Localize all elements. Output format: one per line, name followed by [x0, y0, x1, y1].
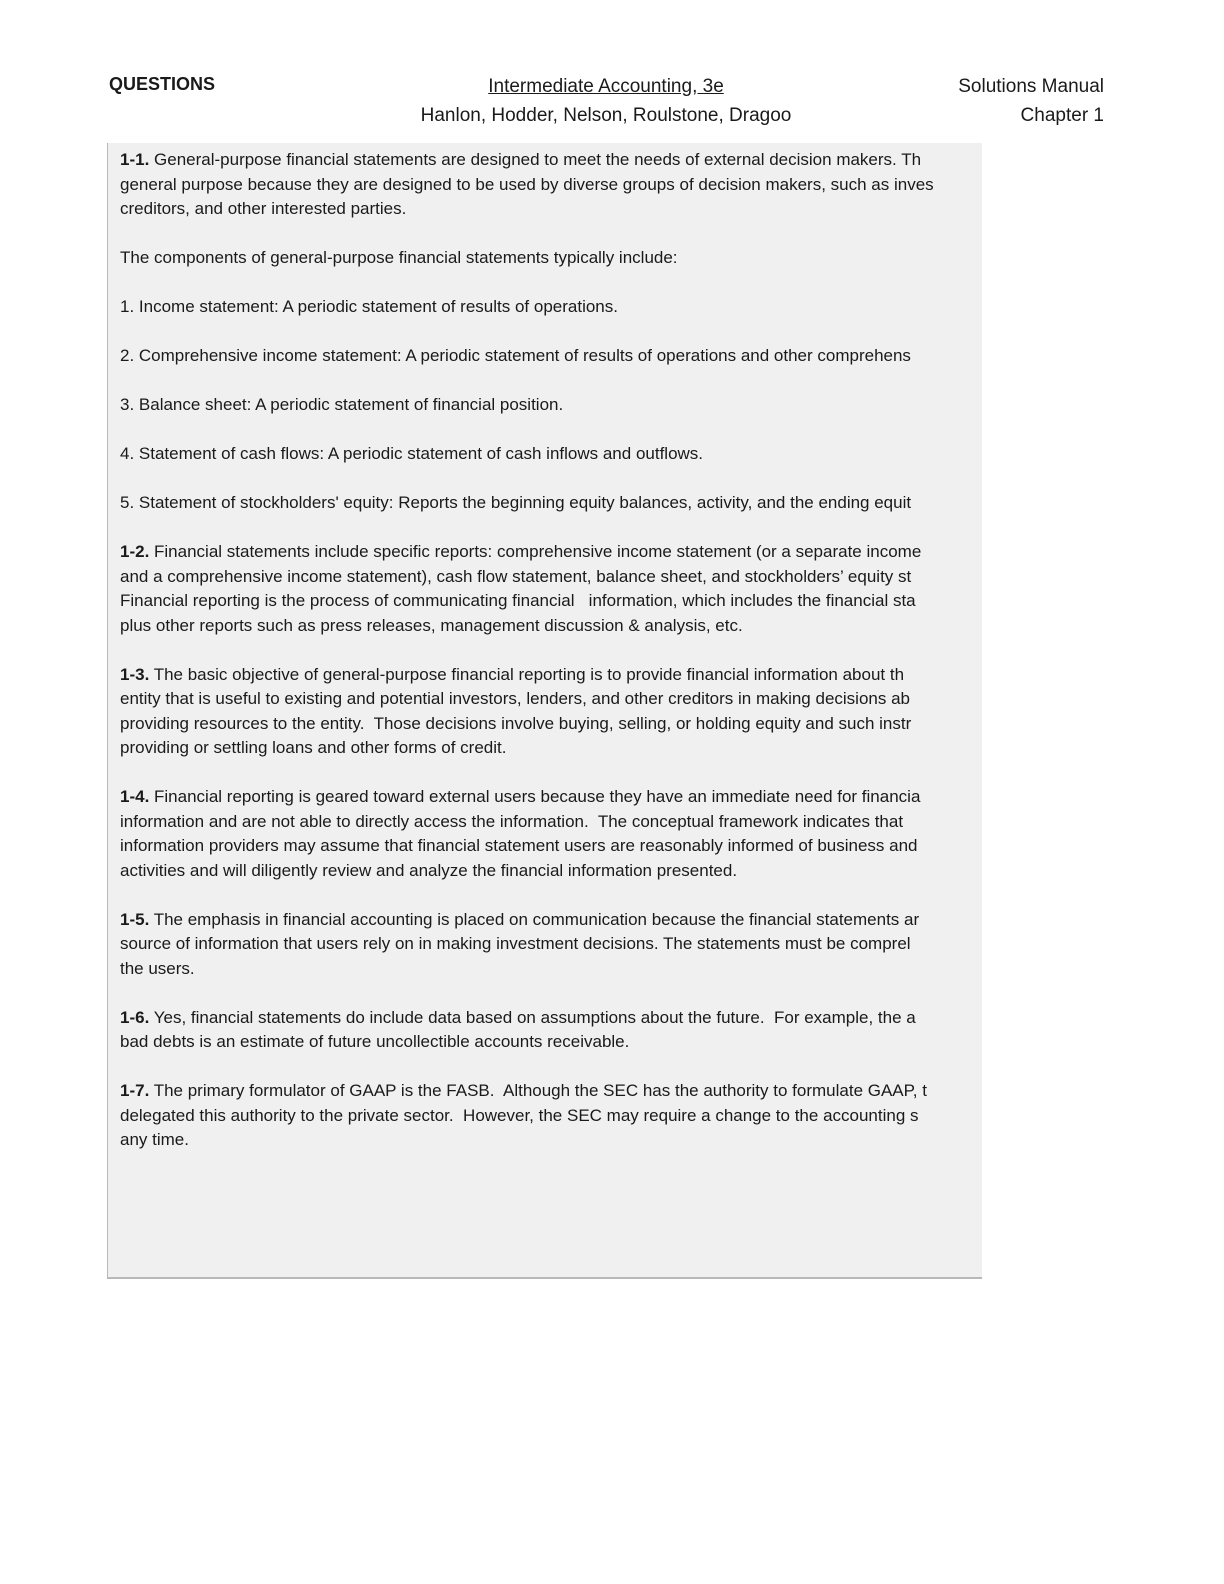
text-line [120, 1079, 982, 1104]
line-text: Financial statements include specific reports: comprehensive income statement (or a separate income [149, 542, 922, 561]
line-text: information providers may assume that financial statement users are reasonably informed of business and [120, 836, 918, 855]
line-text: 1. Income statement: A periodic statement of results of operations. [120, 297, 618, 316]
line-text: Financial reporting is geared toward external users because they have an immediate need for financia [149, 787, 921, 806]
text-line [120, 246, 982, 271]
text-line [120, 565, 982, 590]
text-line [120, 540, 982, 565]
answer-paragraph [120, 540, 982, 638]
line-text: 2. Comprehensive income statement: A periodic statement of results of operations and other comprehens [120, 346, 911, 365]
question-number: 1-2. [120, 542, 150, 561]
line-text: 3. Balance sheet: A periodic statement of financial position. [120, 395, 564, 414]
section-label: QUESTIONS [109, 74, 216, 94]
line-text: The components of general-purpose financial statements typically include: [120, 248, 678, 267]
answer-paragraph [120, 1006, 982, 1055]
question-number: 1-4. [120, 787, 150, 806]
chapter-label: Chapter 1 [1020, 105, 1104, 126]
line-text: activities and will diligently review and analyze the financial information presented. [120, 860, 738, 880]
text-line [120, 687, 982, 712]
answer-paragraph [120, 1079, 982, 1153]
question-number: 1-3. [120, 664, 150, 684]
book-title: Intermediate Accounting, 3e [488, 76, 724, 97]
text-line [120, 1104, 982, 1129]
text-line [120, 442, 982, 467]
answer-paragraph [120, 908, 982, 982]
text-line [120, 736, 982, 761]
answer-paragraph [120, 148, 982, 222]
text-line [120, 810, 982, 835]
line-text: providing or settling loans and other forms of credit. [120, 738, 507, 757]
question-number: 1-1. [120, 150, 150, 169]
text-line [120, 295, 982, 320]
line-text: providing resources to the entity. Those decisions involve buying, selling, or holding equity and such instr [120, 713, 912, 733]
answer-paragraph [120, 393, 982, 418]
line-text: Financial reporting is the process of communicating financial information, which includes the financial sta [120, 591, 916, 610]
text-line [120, 1030, 982, 1055]
text-line [120, 1128, 982, 1153]
answer-textbox [107, 143, 982, 1279]
line-text: The basic objective of general-purpose financial reporting is to provide financial information about th [149, 664, 905, 684]
book-header [330, 72, 882, 130]
text-line [120, 173, 982, 198]
text-line [120, 908, 982, 933]
line-text: plus other reports such as press releases, management discussion & analysis, etc. [120, 615, 743, 635]
answer-paragraph [120, 663, 982, 761]
question-number: 1-5. [120, 909, 150, 929]
line-text: The primary formulator of GAAP is the FASB. Although the SEC has the authority to formulate GAAP, t [149, 1081, 927, 1100]
answer-text [120, 148, 982, 1177]
line-text: general purpose because they are designed to be used by diverse groups of decision makers, such as inves [120, 174, 934, 194]
text-line [120, 393, 982, 418]
line-text: bad debts is an estimate of future uncollectible accounts receivable. [120, 1032, 630, 1051]
line-text: source of information that users rely on in making investment decisions. The statements must be comprel [120, 934, 911, 953]
text-line [120, 932, 982, 957]
line-text: General-purpose financial statements are designed to meet the needs of external decision makers. Th [149, 150, 922, 169]
answer-paragraph [120, 442, 982, 467]
text-line [120, 785, 982, 810]
line-text: information and are not able to directly access the information. The conceptual framework indicates that [120, 811, 904, 831]
text-line [120, 491, 982, 516]
question-number: 1-6. [120, 1007, 150, 1027]
line-text: any time. [120, 1130, 189, 1149]
line-text: the users. [120, 958, 195, 978]
line-text: 4. Statement of cash flows: A periodic statement of cash inflows and outflows. [120, 444, 704, 463]
answer-paragraph [120, 295, 982, 320]
line-text: creditors, and other interested parties. [120, 199, 407, 218]
text-line [120, 957, 982, 982]
answer-paragraph [120, 246, 982, 271]
text-line [120, 663, 982, 688]
manual-header [958, 72, 1104, 130]
answer-paragraph [120, 785, 982, 883]
text-line [120, 859, 982, 884]
text-line [120, 712, 982, 737]
authors: Hanlon, Hodder, Nelson, Roulstone, Dragoo [420, 105, 792, 126]
text-line [120, 614, 982, 639]
text-line [120, 197, 982, 222]
answer-paragraph [120, 491, 982, 516]
line-text: Yes, financial statements do include data based on assumptions about the future. For example, the a [149, 1007, 916, 1027]
question-number: 1-7. [120, 1081, 150, 1100]
line-text: entity that is useful to existing and potential investors, lenders, and other creditors in making decisions ab [120, 689, 910, 708]
text-line [120, 148, 982, 173]
line-text: The emphasis in financial accounting is placed on communication because the financial statements ar [149, 909, 920, 929]
text-line [120, 834, 982, 859]
text-line [120, 1006, 982, 1031]
line-text: and a comprehensive income statement), cash flow statement, balance sheet, and stockholders’ equity st [120, 566, 912, 586]
text-line [120, 589, 982, 614]
text-line [120, 344, 982, 369]
line-text: delegated this authority to the private sector. However, the SEC may require a change to the accounting s [120, 1105, 919, 1125]
line-text: 5. Statement of stockholders' equity: Reports the beginning equity balances, activity, and the ending equit [120, 493, 912, 512]
answer-paragraph [120, 344, 982, 369]
manual-label: Solutions Manual [958, 76, 1104, 97]
